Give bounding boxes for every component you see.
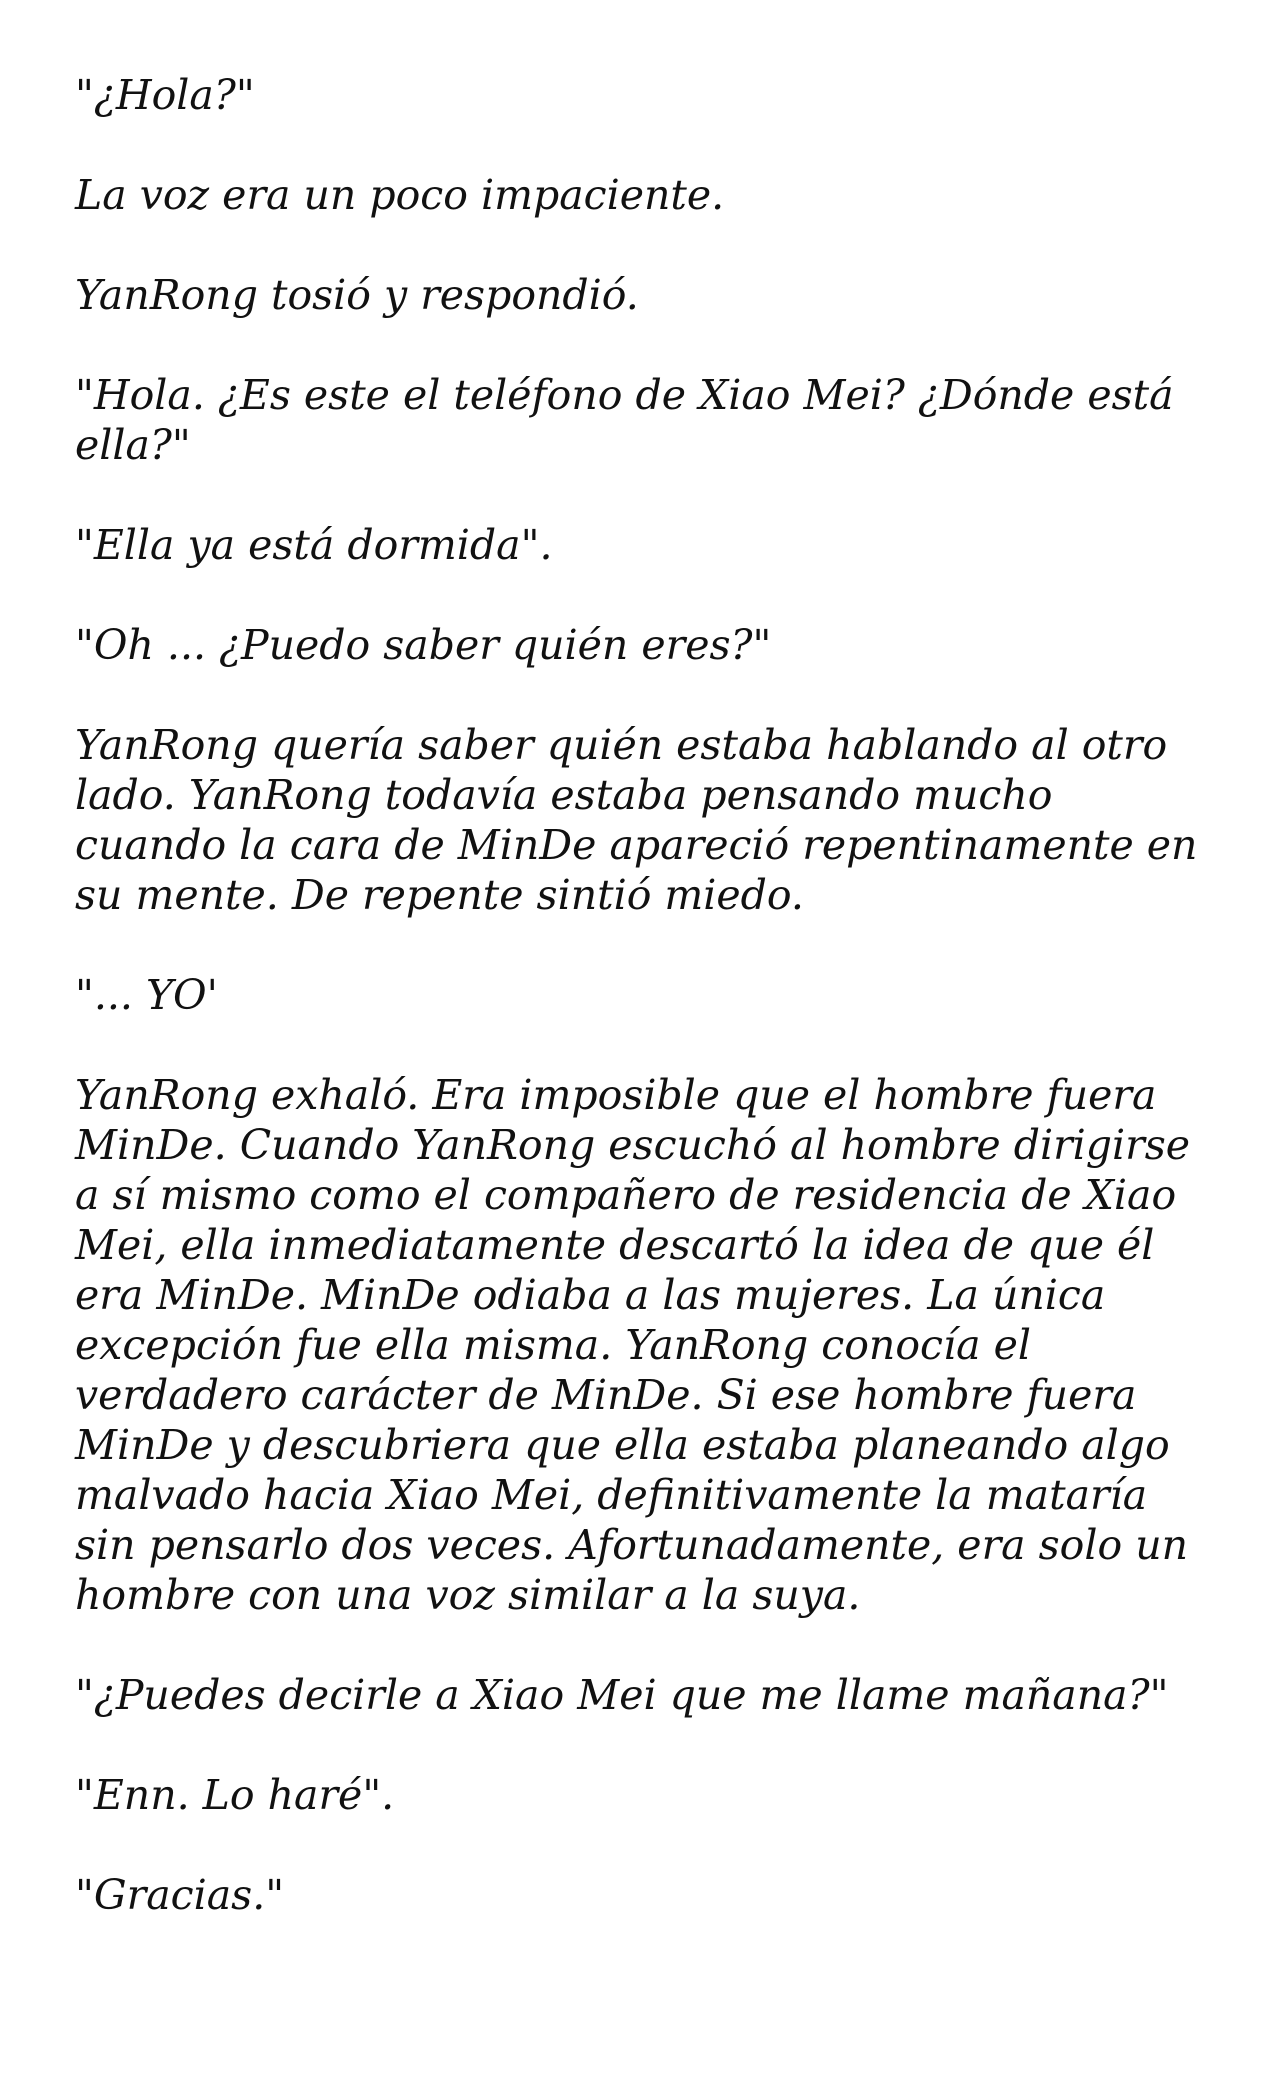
paragraph-7: YanRong quería saber quién estaba hablando al otro lado. YanRong todavía estaba pensando mucho cuando la cara de MinDe apareció repentinamente en su mente. De repente sintió miedo. (75, 721, 1198, 919)
paragraph-4: "Hola. ¿Es este el teléfono de Xiao Mei? ¿Dónde está ella?" (75, 371, 1174, 469)
paragraph-6: "Oh ... ¿Puedo saber quién eres?" (75, 621, 772, 669)
paragraph-2: La voz era un poco impaciente. (75, 171, 725, 219)
paragraph-11: "Enn. Lo haré". (75, 1771, 395, 1819)
paragraph-3: YanRong tosió y respondió. (75, 271, 639, 319)
paragraph-12: "Gracias." (75, 1871, 285, 1919)
paragraph-10: "¿Puedes decirle a Xiao Mei que me llame mañana?" (75, 1671, 1169, 1719)
document-page (75, 70, 1215, 1970)
paragraph-8: "... YO' (75, 971, 218, 1019)
paragraph-1: "¿Hola?" (75, 71, 255, 119)
paragraph-9: YanRong exhaló. Era imposible que el hombre fuera MinDe. Cuando YanRong escuchó al hombre dirigirse a sí mismo como el compañero de residencia de Xiao Mei, ella inmediatamente descartó la idea de que él era MinDe. MinDe odiaba a las mujeres. La única excepción fue ella misma. YanRong conocía el verdadero carácter de MinDe. Si ese hombre fuera MinDe y descubriera que ella estaba planeando algo malvado hacia Xiao Mei, definitivamente la mataría sin pensarlo dos veces. Afortunadamente, era solo un hombre con una voz similar a la suya. (75, 1071, 1191, 1619)
paragraph-5: "Ella ya está dormida". (75, 521, 553, 569)
